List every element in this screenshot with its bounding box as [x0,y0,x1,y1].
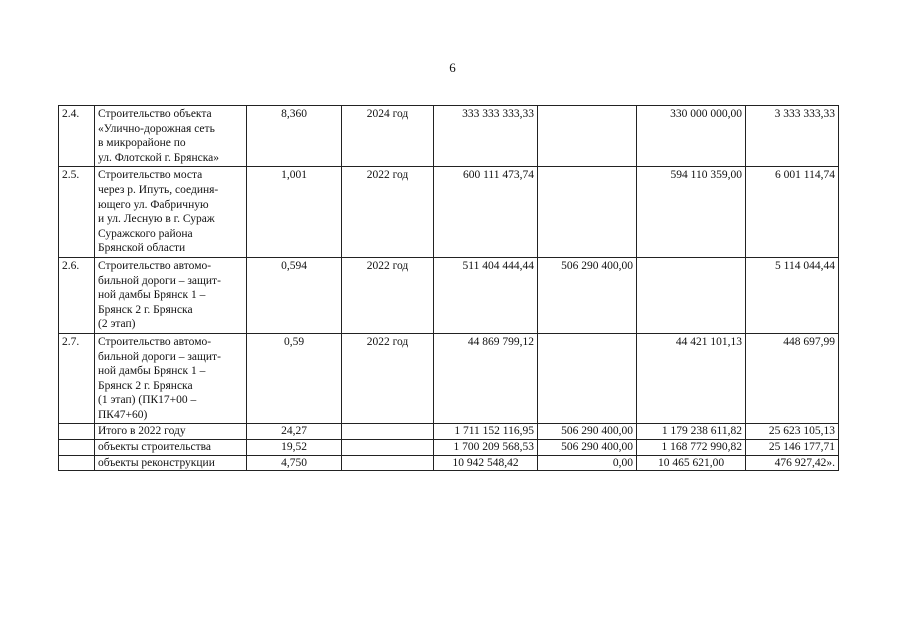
summary-label: объекты реконструкции [95,455,247,471]
budget-table [58,105,839,471]
local-cell: 448 697,99 [746,333,839,424]
summary-label: Итого в 2022 году [95,424,247,440]
table-row [59,333,839,424]
summary-label: объекты строительства [95,440,247,456]
year-cell: 2022 год [342,257,434,333]
total-cell: 1 711 152 116,95 [434,424,538,440]
row-number: 2.7. [59,333,95,424]
regional-cell: 594 110 359,00 [637,167,746,258]
row-number: 2.6. [59,257,95,333]
local-cell: 25 623 105,13 [746,424,839,440]
total-cell: 511 404 444,44 [434,257,538,333]
regional-cell: 10 465 621,00 [637,455,746,471]
regional-cell [637,257,746,333]
total-cell: 1 700 209 568,53 [434,440,538,456]
year-cell [342,424,434,440]
regional-cell: 330 000 000,00 [637,106,746,167]
object-name: Строительство моста через р. Ипуть, соединя- ющего ул. Фабричную и ул. Лесную в г. Сураж Суражского района Брянской области [95,167,247,258]
total-cell: 333 333 333,33 [434,106,538,167]
local-cell: 476 927,42». [746,455,839,471]
length-cell: 1,001 [247,167,342,258]
federal-cell: 506 290 400,00 [538,257,637,333]
table-row [59,167,839,258]
length-cell: 8,360 [247,106,342,167]
year-cell: 2022 год [342,333,434,424]
local-cell: 6 001 114,74 [746,167,839,258]
object-name: Строительство объекта «Улично-дорожная сеть в микрорайоне по ул. Флотской г. Брянска» [95,106,247,167]
local-cell: 3 333 333,33 [746,106,839,167]
total-cell: 10 942 548,42 [434,455,538,471]
summary-row [59,440,839,456]
row-number [59,455,95,471]
federal-cell [538,167,637,258]
federal-cell [538,106,637,167]
federal-cell: 506 290 400,00 [538,424,637,440]
row-number: 2.5. [59,167,95,258]
length-cell: 4,750 [247,455,342,471]
year-cell: 2022 год [342,167,434,258]
length-cell: 19,52 [247,440,342,456]
object-name: Строительство автомо- бильной дороги – защит- ной дамбы Брянск 1 – Брянск 2 г. Брянска (2 этап) [95,257,247,333]
row-number [59,440,95,456]
federal-cell: 0,00 [538,455,637,471]
year-cell [342,440,434,456]
regional-cell: 1 179 238 611,82 [637,424,746,440]
summary-row [59,455,839,471]
row-number: 2.4. [59,106,95,167]
object-name: Строительство автомо- бильной дороги – защит- ной дамбы Брянск 1 – Брянск 2 г. Брянска (1 этап) (ПК17+00 – ПК47+60) [95,333,247,424]
page-number: 6 [449,60,456,75]
summary-row [59,424,839,440]
local-cell: 25 146 177,71 [746,440,839,456]
total-cell: 600 111 473,74 [434,167,538,258]
length-cell: 24,27 [247,424,342,440]
year-cell [342,455,434,471]
regional-cell: 44 421 101,13 [637,333,746,424]
year-cell: 2024 год [342,106,434,167]
local-cell: 5 114 044,44 [746,257,839,333]
length-cell: 0,594 [247,257,342,333]
total-cell: 44 869 799,12 [434,333,538,424]
table-row [59,257,839,333]
federal-cell [538,333,637,424]
federal-cell: 506 290 400,00 [538,440,637,456]
table-row [59,106,839,167]
row-number [59,424,95,440]
regional-cell: 1 168 772 990,82 [637,440,746,456]
length-cell: 0,59 [247,333,342,424]
